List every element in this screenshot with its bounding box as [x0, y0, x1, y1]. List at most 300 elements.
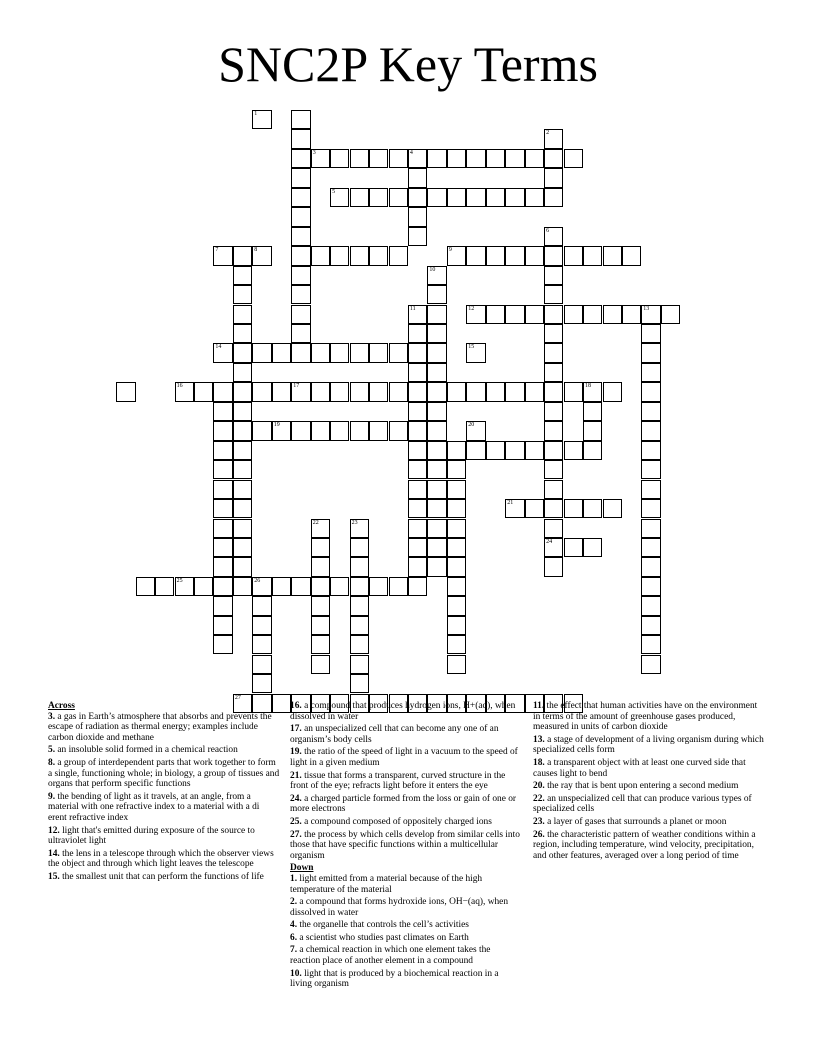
grid-cell[interactable]: [233, 460, 252, 479]
grid-cell[interactable]: [350, 382, 369, 401]
grid-cell[interactable]: [408, 441, 427, 460]
clue-number-label: 27: [234, 694, 241, 701]
grid-cell[interactable]: [175, 577, 194, 596]
grid-cell[interactable]: [291, 149, 310, 168]
grid-cell[interactable]: [427, 305, 446, 324]
grid-cell[interactable]: [427, 324, 446, 343]
clue-number: 17.: [290, 724, 302, 735]
grid-cell[interactable]: [311, 596, 330, 615]
grid-cell[interactable]: [291, 324, 310, 343]
clue-text: the organelle that controls the cell’s activities: [299, 920, 469, 931]
grid-cell[interactable]: [311, 519, 330, 538]
grid-cell[interactable]: [447, 577, 466, 596]
grid-cell[interactable]: [486, 149, 505, 168]
grid-cell[interactable]: [505, 441, 524, 460]
grid-cell[interactable]: [389, 421, 408, 440]
grid-cell[interactable]: [330, 149, 349, 168]
grid-cell[interactable]: [622, 246, 641, 265]
grid-cell[interactable]: [544, 557, 563, 576]
clue-number: 27.: [290, 829, 302, 840]
grid-cell[interactable]: [447, 246, 466, 265]
grid-cell[interactable]: [408, 402, 427, 421]
grid-cell[interactable]: [213, 343, 232, 362]
grid-cell[interactable]: [233, 421, 252, 440]
grid-cell[interactable]: [505, 305, 524, 324]
grid-cell[interactable]: [544, 246, 563, 265]
grid-cell[interactable]: [233, 246, 252, 265]
grid-cell[interactable]: [447, 441, 466, 460]
grid-cell[interactable]: [641, 324, 660, 343]
grid-cell[interactable]: [175, 382, 194, 401]
grid-cell[interactable]: [641, 538, 660, 557]
grid-cell[interactable]: [447, 635, 466, 654]
grid-cell[interactable]: [427, 285, 446, 304]
grid-cell[interactable]: [291, 110, 310, 129]
grid-cell[interactable]: [291, 188, 310, 207]
grid-cell[interactable]: [641, 363, 660, 382]
grid-cell[interactable]: [641, 402, 660, 421]
grid-cell[interactable]: [447, 460, 466, 479]
grid-cell[interactable]: [564, 305, 583, 324]
grid-cell[interactable]: [389, 188, 408, 207]
grid-cell[interactable]: [408, 382, 427, 401]
grid-cell[interactable]: [564, 246, 583, 265]
grid-cell[interactable]: [350, 577, 369, 596]
clue-number-label: 26: [254, 577, 261, 584]
grid-cell[interactable]: [213, 557, 232, 576]
grid-cell[interactable]: [641, 616, 660, 635]
clue-number-label: 25: [176, 577, 183, 584]
grid-cell[interactable]: [447, 538, 466, 557]
grid-cell[interactable]: [544, 363, 563, 382]
grid-cell[interactable]: [408, 343, 427, 362]
clue-number: 4.: [290, 920, 298, 931]
clue-number-label: 5: [332, 188, 336, 195]
across-clue: [48, 712, 280, 744]
grid-cell[interactable]: [583, 382, 602, 401]
clue-number-label: 24: [546, 538, 553, 545]
grid-cell[interactable]: [136, 577, 155, 596]
grid-cell[interactable]: [544, 538, 563, 557]
grid-cell[interactable]: [233, 441, 252, 460]
grid-cell[interactable]: [583, 421, 602, 440]
clues-column-3: [533, 701, 765, 863]
grid-cell[interactable]: [311, 246, 330, 265]
grid-cell[interactable]: [408, 538, 427, 557]
grid-cell[interactable]: [447, 655, 466, 674]
grid-cell[interactable]: [525, 305, 544, 324]
grid-cell[interactable]: [233, 305, 252, 324]
down-clue: [533, 794, 765, 815]
grid-cell[interactable]: [641, 305, 660, 324]
grid-cell[interactable]: [408, 305, 427, 324]
grid-cell[interactable]: [641, 577, 660, 596]
grid-cell[interactable]: [311, 538, 330, 557]
grid-cell[interactable]: [447, 616, 466, 635]
grid-cell[interactable]: [564, 382, 583, 401]
grid-cell[interactable]: [447, 557, 466, 576]
grid-cell[interactable]: [213, 596, 232, 615]
grid-cell[interactable]: [233, 266, 252, 285]
grid-cell[interactable]: [389, 382, 408, 401]
grid-cell[interactable]: [408, 421, 427, 440]
grid-cell[interactable]: [447, 596, 466, 615]
grid-cell[interactable]: [641, 499, 660, 518]
grid-cell[interactable]: [408, 324, 427, 343]
grid-cell[interactable]: [155, 577, 174, 596]
grid-cell[interactable]: [350, 596, 369, 615]
grid-cell[interactable]: [525, 188, 544, 207]
grid-cell[interactable]: [603, 246, 622, 265]
grid-cell[interactable]: [350, 149, 369, 168]
grid-cell[interactable]: [544, 460, 563, 479]
across-clue: [290, 794, 522, 815]
grid-cell[interactable]: [369, 246, 388, 265]
grid-cell[interactable]: [116, 382, 135, 401]
clue-number: 18.: [533, 757, 545, 768]
grid-cell[interactable]: [291, 421, 310, 440]
grid-cell[interactable]: [350, 616, 369, 635]
grid-cell[interactable]: [252, 635, 271, 654]
grid-cell[interactable]: [641, 441, 660, 460]
grid-cell[interactable]: [408, 188, 427, 207]
grid-cell[interactable]: [427, 499, 446, 518]
grid-cell[interactable]: [544, 343, 563, 362]
grid-cell[interactable]: [291, 382, 310, 401]
grid-cell[interactable]: [427, 402, 446, 421]
grid-cell[interactable]: [564, 538, 583, 557]
grid-cell[interactable]: [311, 149, 330, 168]
down-clue: [290, 969, 522, 990]
grid-cell[interactable]: [311, 616, 330, 635]
grid-cell[interactable]: [213, 538, 232, 557]
grid-cell[interactable]: [486, 188, 505, 207]
grid-cell[interactable]: [252, 421, 271, 440]
grid-cell[interactable]: [389, 149, 408, 168]
grid-cell[interactable]: [583, 499, 602, 518]
grid-cell[interactable]: [233, 402, 252, 421]
grid-cell[interactable]: [544, 402, 563, 421]
grid-cell[interactable]: [194, 577, 213, 596]
grid-cell[interactable]: [194, 382, 213, 401]
grid-cell[interactable]: [408, 363, 427, 382]
grid-cell[interactable]: [350, 538, 369, 557]
grid-cell[interactable]: [544, 324, 563, 343]
grid-cell[interactable]: [213, 441, 232, 460]
grid-cell[interactable]: [544, 499, 563, 518]
grid-cell[interactable]: [233, 324, 252, 343]
grid-cell[interactable]: [252, 616, 271, 635]
grid-cell[interactable]: [233, 363, 252, 382]
grid-cell[interactable]: [427, 382, 446, 401]
grid-cell[interactable]: [544, 227, 563, 246]
grid-cell[interactable]: [447, 188, 466, 207]
clue-text: a transparent object with at least one curved side that causes light to bend: [533, 757, 746, 779]
grid-cell[interactable]: [466, 188, 485, 207]
grid-cell[interactable]: [427, 557, 446, 576]
clue-number-label: 22: [312, 519, 319, 526]
grid-cell[interactable]: [544, 519, 563, 538]
grid-cell[interactable]: [544, 266, 563, 285]
across-heading: Across: [48, 701, 75, 711]
grid-cell[interactable]: [408, 480, 427, 499]
grid-cell[interactable]: [350, 557, 369, 576]
grid-cell[interactable]: [641, 460, 660, 479]
grid-cell[interactable]: [641, 635, 660, 654]
grid-cell[interactable]: [583, 246, 602, 265]
grid-cell[interactable]: [291, 207, 310, 226]
grid-cell[interactable]: [213, 460, 232, 479]
grid-cell[interactable]: [233, 499, 252, 518]
grid-cell[interactable]: [350, 421, 369, 440]
grid-cell[interactable]: [427, 266, 446, 285]
grid-cell[interactable]: [213, 616, 232, 635]
grid-cell[interactable]: [564, 441, 583, 460]
grid-cell[interactable]: [350, 635, 369, 654]
grid-cell[interactable]: [427, 363, 446, 382]
grid-cell[interactable]: [466, 441, 485, 460]
grid-cell[interactable]: [525, 441, 544, 460]
grid-cell[interactable]: [544, 129, 563, 148]
grid-cell[interactable]: [447, 499, 466, 518]
grid-cell[interactable]: [661, 305, 680, 324]
grid-cell[interactable]: [583, 402, 602, 421]
grid-cell[interactable]: [272, 343, 291, 362]
grid-cell[interactable]: [641, 557, 660, 576]
grid-cell[interactable]: [213, 402, 232, 421]
grid-cell[interactable]: [233, 382, 252, 401]
grid-cell[interactable]: [350, 655, 369, 674]
clue-number: 23.: [533, 816, 545, 827]
grid-cell[interactable]: [252, 596, 271, 615]
grid-cell[interactable]: [213, 635, 232, 654]
grid-cell[interactable]: [389, 343, 408, 362]
grid-cell[interactable]: [369, 188, 388, 207]
grid-cell[interactable]: [505, 149, 524, 168]
grid-cell[interactable]: [603, 382, 622, 401]
grid-cell[interactable]: [641, 655, 660, 674]
grid-cell[interactable]: [427, 441, 446, 460]
clue-number-label: 18: [585, 383, 591, 390]
grid-cell[interactable]: [213, 421, 232, 440]
down-clue: [533, 758, 765, 779]
grid-cell[interactable]: [233, 285, 252, 304]
grid-cell[interactable]: [252, 674, 271, 693]
grid-cell[interactable]: [564, 499, 583, 518]
grid-cell[interactable]: [583, 305, 602, 324]
clue-number: 6.: [290, 932, 298, 943]
grid-cell[interactable]: [427, 149, 446, 168]
clue-number-label: 1: [254, 111, 258, 117]
grid-cell[interactable]: [389, 577, 408, 596]
grid-cell[interactable]: [233, 538, 252, 557]
grid-cell[interactable]: [213, 519, 232, 538]
grid-cell[interactable]: [369, 382, 388, 401]
grid-cell[interactable]: [252, 246, 271, 265]
down-clue: [290, 933, 522, 944]
grid-cell[interactable]: [466, 421, 485, 440]
down-clue: [290, 897, 522, 918]
grid-cell[interactable]: [466, 305, 485, 324]
grid-cell[interactable]: [330, 343, 349, 362]
grid-cell[interactable]: [466, 382, 485, 401]
grid-cell[interactable]: [641, 519, 660, 538]
grid-cell[interactable]: [233, 343, 252, 362]
grid-cell[interactable]: [408, 227, 427, 246]
grid-cell[interactable]: [427, 188, 446, 207]
grid-cell[interactable]: [447, 382, 466, 401]
clue-number: 15.: [48, 871, 60, 882]
grid-cell[interactable]: [583, 441, 602, 460]
grid-cell[interactable]: [544, 305, 563, 324]
grid-cell[interactable]: [311, 343, 330, 362]
grid-cell[interactable]: [544, 421, 563, 440]
grid-cell[interactable]: [330, 382, 349, 401]
grid-cell[interactable]: [486, 246, 505, 265]
grid-cell[interactable]: [427, 519, 446, 538]
grid-cell[interactable]: [544, 149, 563, 168]
grid-cell[interactable]: [233, 557, 252, 576]
grid-cell[interactable]: [408, 499, 427, 518]
grid-cell[interactable]: [622, 305, 641, 324]
grid-cell[interactable]: [350, 188, 369, 207]
grid-cell[interactable]: [408, 557, 427, 576]
grid-cell[interactable]: [369, 343, 388, 362]
grid-cell[interactable]: [525, 499, 544, 518]
grid-cell[interactable]: [505, 382, 524, 401]
grid-cell[interactable]: [330, 188, 349, 207]
grid-cell[interactable]: [233, 577, 252, 596]
grid-cell[interactable]: [505, 188, 524, 207]
grid-cell[interactable]: [291, 305, 310, 324]
grid-cell[interactable]: [389, 246, 408, 265]
grid-cell[interactable]: [350, 674, 369, 693]
grid-cell[interactable]: [291, 227, 310, 246]
grid-cell[interactable]: [427, 460, 446, 479]
grid-cell[interactable]: [544, 480, 563, 499]
grid-cell[interactable]: [564, 149, 583, 168]
grid-cell[interactable]: [408, 207, 427, 226]
clue-text: light emitted from a material because of the high temperature of the material: [290, 873, 483, 895]
grid-cell[interactable]: [213, 577, 232, 596]
grid-cell[interactable]: [447, 519, 466, 538]
clue-number-label: 12: [468, 305, 475, 312]
clue-text: light that is produced by a biochemical reaction in a living organism: [290, 968, 499, 990]
grid-cell[interactable]: [291, 577, 310, 596]
grid-cell[interactable]: [641, 596, 660, 615]
grid-cell[interactable]: [330, 246, 349, 265]
grid-cell[interactable]: [525, 149, 544, 168]
grid-cell[interactable]: [272, 577, 291, 596]
grid-cell[interactable]: [505, 246, 524, 265]
grid-cell[interactable]: [505, 499, 524, 518]
grid-cell[interactable]: [311, 557, 330, 576]
grid-cell[interactable]: [369, 421, 388, 440]
grid-cell[interactable]: [369, 577, 388, 596]
grid-cell[interactable]: [427, 421, 446, 440]
grid-cell[interactable]: [350, 246, 369, 265]
grid-cell[interactable]: [641, 421, 660, 440]
grid-cell[interactable]: [213, 382, 232, 401]
grid-cell[interactable]: [252, 343, 271, 362]
grid-cell[interactable]: [486, 305, 505, 324]
grid-cell[interactable]: [427, 480, 446, 499]
grid-cell[interactable]: [233, 519, 252, 538]
grid-cell[interactable]: [252, 110, 271, 129]
grid-cell[interactable]: [641, 382, 660, 401]
grid-cell[interactable]: [311, 655, 330, 674]
grid-cell[interactable]: [291, 343, 310, 362]
grid-cell[interactable]: [213, 499, 232, 518]
grid-cell[interactable]: [291, 168, 310, 187]
grid-cell[interactable]: [350, 519, 369, 538]
grid-cell[interactable]: [311, 577, 330, 596]
clue-number-label: 13: [643, 305, 650, 312]
grid-cell[interactable]: [544, 168, 563, 187]
grid-cell[interactable]: [408, 168, 427, 187]
grid-cell[interactable]: [603, 305, 622, 324]
grid-cell[interactable]: [311, 382, 330, 401]
grid-cell[interactable]: [291, 129, 310, 148]
grid-cell[interactable]: [252, 655, 271, 674]
grid-cell[interactable]: [486, 441, 505, 460]
grid-cell[interactable]: [213, 480, 232, 499]
grid-cell[interactable]: [291, 246, 310, 265]
grid-cell[interactable]: [408, 519, 427, 538]
grid-cell[interactable]: [252, 382, 271, 401]
grid-cell[interactable]: [544, 188, 563, 207]
grid-cell[interactable]: [466, 246, 485, 265]
grid-cell[interactable]: [525, 246, 544, 265]
clue-number-label: 21: [507, 500, 514, 506]
grid-cell[interactable]: [603, 499, 622, 518]
grid-cell[interactable]: [252, 577, 271, 596]
grid-cell[interactable]: [427, 538, 446, 557]
grid-cell[interactable]: [447, 149, 466, 168]
grid-cell[interactable]: [486, 382, 505, 401]
grid-cell[interactable]: [291, 266, 310, 285]
grid-cell[interactable]: [311, 421, 330, 440]
grid-cell[interactable]: [272, 421, 291, 440]
grid-cell[interactable]: [408, 149, 427, 168]
grid-cell[interactable]: [272, 382, 291, 401]
grid-cell[interactable]: [233, 480, 252, 499]
grid-cell[interactable]: [427, 343, 446, 362]
grid-cell[interactable]: [408, 460, 427, 479]
grid-cell[interactable]: [350, 343, 369, 362]
clues-column-2: [290, 701, 522, 992]
grid-cell[interactable]: [330, 577, 349, 596]
grid-cell[interactable]: [641, 480, 660, 499]
grid-cell[interactable]: [291, 285, 310, 304]
clue-text: a group of interdependent parts that work together to form a single, functioning whole; in biology, a group of tissues and organs that perform specific functions: [48, 757, 280, 790]
clue-number: 19.: [290, 747, 302, 758]
grid-cell[interactable]: [330, 421, 349, 440]
grid-cell[interactable]: [447, 480, 466, 499]
grid-cell[interactable]: [369, 149, 388, 168]
grid-cell[interactable]: [583, 538, 602, 557]
grid-cell[interactable]: [641, 343, 660, 362]
grid-cell[interactable]: [311, 635, 330, 654]
grid-cell[interactable]: [408, 577, 427, 596]
grid-cell[interactable]: [544, 285, 563, 304]
grid-cell[interactable]: [466, 149, 485, 168]
grid-cell[interactable]: [213, 246, 232, 265]
grid-cell[interactable]: [466, 343, 485, 362]
grid-cell[interactable]: [525, 382, 544, 401]
grid-cell[interactable]: [544, 382, 563, 401]
grid-cell[interactable]: [544, 441, 563, 460]
